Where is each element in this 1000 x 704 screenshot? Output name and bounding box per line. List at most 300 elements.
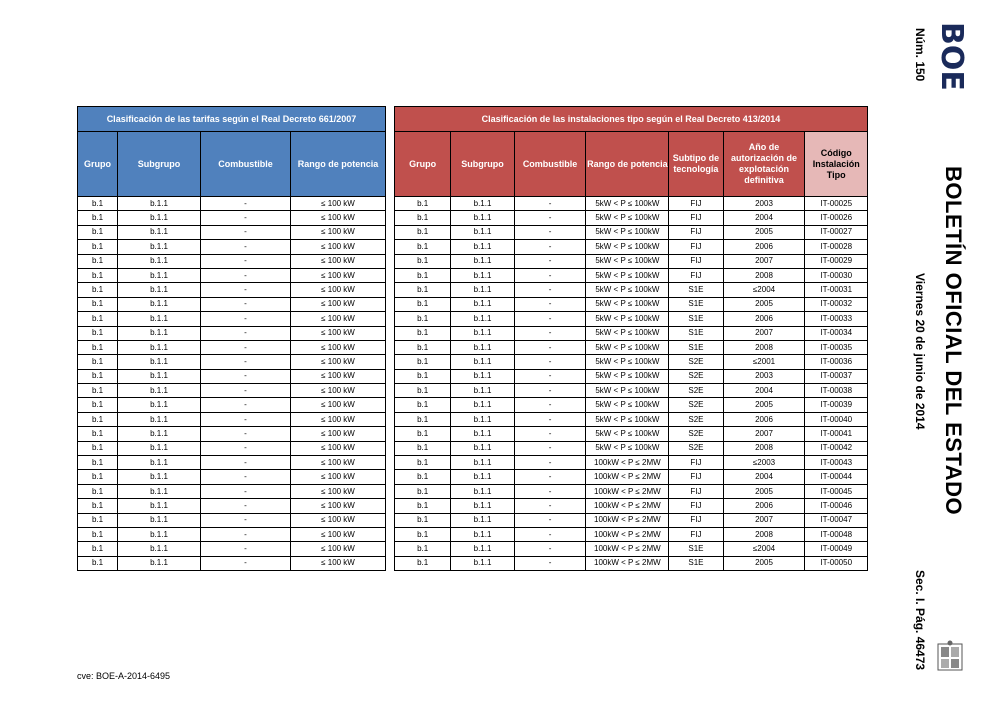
table-cell: -	[201, 441, 291, 455]
table-cell: b.1.1	[451, 283, 514, 297]
installation-type-table	[394, 106, 868, 571]
table-row	[395, 513, 868, 527]
table-cell: 5kW < P ≤ 100kW	[586, 427, 669, 441]
table-row	[78, 254, 386, 268]
table-cell: b.1	[395, 499, 451, 513]
table-cell: FIJ	[669, 240, 723, 254]
tariff-table-header-row	[78, 132, 386, 197]
table-cell: FIJ	[669, 499, 723, 513]
table-cell: b.1.1	[451, 556, 514, 570]
table-cell: b.1	[395, 412, 451, 426]
table-row	[395, 499, 868, 513]
table-cell: b.1.1	[451, 542, 514, 556]
table-cell: ≤ 100 kW	[291, 340, 386, 354]
table-cell: S1E	[669, 297, 723, 311]
table-cell: b.1.1	[451, 384, 514, 398]
table-cell: 2007	[723, 513, 805, 527]
table-cell: -	[514, 542, 586, 556]
table-cell: -	[201, 268, 291, 282]
table-cell: 5kW < P ≤ 100kW	[586, 398, 669, 412]
table-row	[78, 527, 386, 541]
table-cell: ≤ 100 kW	[291, 412, 386, 426]
table-cell: ≤ 100 kW	[291, 456, 386, 470]
table-cell: -	[201, 513, 291, 527]
table-cell: b.1.1	[451, 225, 514, 239]
table-cell: 2006	[723, 499, 805, 513]
table-cell: -	[514, 456, 586, 470]
table-row	[395, 225, 868, 239]
table-row	[78, 427, 386, 441]
table-cell: ≤2004	[723, 542, 805, 556]
table-cell: IT-00040	[805, 412, 868, 426]
table-cell: b.1.1	[451, 412, 514, 426]
table-cell: b.1	[78, 297, 118, 311]
table-row	[395, 412, 868, 426]
table-cell: 2004	[723, 384, 805, 398]
table-cell: ≤2001	[723, 355, 805, 369]
table-cell: ≤ 100 kW	[291, 484, 386, 498]
table-cell: IT-00035	[805, 340, 868, 354]
table-cell: 5kW < P ≤ 100kW	[586, 268, 669, 282]
table-cell: b.1	[78, 211, 118, 225]
table-cell: -	[514, 427, 586, 441]
table-row	[395, 484, 868, 498]
table-cell: IT-00032	[805, 297, 868, 311]
table-cell: b.1.1	[451, 197, 514, 211]
table-cell: b.1	[78, 427, 118, 441]
table-cell: -	[201, 384, 291, 398]
table-row	[395, 456, 868, 470]
column-header: Subtipo de tecnología	[669, 132, 723, 197]
table-cell: b.1.1	[118, 427, 201, 441]
table-row	[78, 297, 386, 311]
table-cell: b.1	[78, 240, 118, 254]
table-cell: b.1.1	[118, 225, 201, 239]
table-cell: IT-00038	[805, 384, 868, 398]
table-cell: ≤ 100 kW	[291, 254, 386, 268]
table-cell: ≤2003	[723, 456, 805, 470]
table-cell: b.1.1	[118, 441, 201, 455]
table-cell: b.1.1	[118, 542, 201, 556]
table-cell: b.1.1	[118, 297, 201, 311]
table-cell: -	[514, 556, 586, 570]
table-cell: b.1.1	[118, 484, 201, 498]
table-cell: 2006	[723, 312, 805, 326]
table-cell: -	[201, 240, 291, 254]
table-cell: IT-00042	[805, 441, 868, 455]
table-cell: IT-00044	[805, 470, 868, 484]
table-cell: IT-00025	[805, 197, 868, 211]
table-cell: -	[514, 312, 586, 326]
table-cell: b.1.1	[451, 326, 514, 340]
table-cell: 2004	[723, 211, 805, 225]
table-cell: 100kW < P ≤ 2MW	[586, 456, 669, 470]
table-row	[78, 197, 386, 211]
table-cell: -	[201, 254, 291, 268]
table-cell: -	[514, 527, 586, 541]
table-cell: b.1.1	[118, 499, 201, 513]
table-cell: S2E	[669, 369, 723, 383]
table-cell: b.1	[395, 527, 451, 541]
table-cell: 2007	[723, 326, 805, 340]
table-cell: b.1.1	[118, 340, 201, 354]
table-row	[78, 542, 386, 556]
column-header: Combustible	[514, 132, 586, 197]
table-cell: b.1	[78, 441, 118, 455]
boe-logo-text: BOE	[934, 22, 969, 91]
table-row	[395, 268, 868, 282]
table-cell: b.1.1	[451, 456, 514, 470]
table-cell: b.1.1	[451, 297, 514, 311]
table-cell: 5kW < P ≤ 100kW	[586, 326, 669, 340]
table-cell: S1E	[669, 283, 723, 297]
table-cell: b.1	[78, 513, 118, 527]
table-cell: b.1	[78, 225, 118, 239]
table-cell: -	[201, 527, 291, 541]
table-cell: b.1	[395, 456, 451, 470]
table-cell: 2003	[723, 369, 805, 383]
table-cell: 2007	[723, 254, 805, 268]
table-cell: b.1.1	[118, 268, 201, 282]
table-cell: -	[514, 412, 586, 426]
table-cell: b.1.1	[451, 499, 514, 513]
table-cell: -	[514, 499, 586, 513]
table-cell: b.1	[395, 369, 451, 383]
table-cell: ≤ 100 kW	[291, 225, 386, 239]
table-cell: b.1	[78, 268, 118, 282]
column-header: Grupo	[395, 132, 451, 197]
table-cell: b.1.1	[118, 197, 201, 211]
table-cell: -	[514, 283, 586, 297]
table-cell: FIJ	[669, 268, 723, 282]
table-cell: b.1	[78, 556, 118, 570]
table-row	[78, 470, 386, 484]
table-row	[78, 499, 386, 513]
table-cell: IT-00027	[805, 225, 868, 239]
table-cell: b.1.1	[451, 470, 514, 484]
table-cell: 100kW < P ≤ 2MW	[586, 542, 669, 556]
table-cell: b.1	[395, 326, 451, 340]
table-row	[78, 240, 386, 254]
installation-table-body	[395, 197, 868, 571]
table-cell: ≤ 100 kW	[291, 427, 386, 441]
table-cell: 5kW < P ≤ 100kW	[586, 211, 669, 225]
table-row	[395, 211, 868, 225]
table-row	[395, 340, 868, 354]
table-cell: b.1.1	[118, 470, 201, 484]
table-cell: 2004	[723, 470, 805, 484]
table-cell: b.1.1	[118, 384, 201, 398]
table-cell: FIJ	[669, 470, 723, 484]
table-cell: FIJ	[669, 211, 723, 225]
table-row	[78, 556, 386, 570]
tariff-table-title: Clasificación de las tarifas según el Real Decreto 661/2007	[78, 107, 386, 132]
table-row	[395, 240, 868, 254]
table-cell: S1E	[669, 312, 723, 326]
table-cell: -	[514, 225, 586, 239]
table-cell: IT-00037	[805, 369, 868, 383]
table-cell: 5kW < P ≤ 100kW	[586, 297, 669, 311]
column-header: Rango de potencia	[586, 132, 669, 197]
table-row	[395, 297, 868, 311]
table-cell: b.1	[78, 384, 118, 398]
table-row	[78, 441, 386, 455]
table-cell: b.1.1	[118, 369, 201, 383]
column-header: Grupo	[78, 132, 118, 197]
table-cell: -	[514, 326, 586, 340]
table-cell: -	[201, 340, 291, 354]
table-cell: b.1	[78, 254, 118, 268]
table-cell: b.1	[395, 211, 451, 225]
table-cell: -	[514, 470, 586, 484]
table-cell: IT-00048	[805, 527, 868, 541]
table-cell: ≤ 100 kW	[291, 240, 386, 254]
table-cell: b.1	[395, 556, 451, 570]
table-cell: b.1	[395, 283, 451, 297]
table-cell: b.1	[395, 197, 451, 211]
coat-of-arms-icon	[936, 640, 964, 674]
table-row	[395, 312, 868, 326]
table-cell: S1E	[669, 556, 723, 570]
table-cell: b.1	[78, 470, 118, 484]
table-cell: S1E	[669, 326, 723, 340]
table-cell: 100kW < P ≤ 2MW	[586, 556, 669, 570]
table-cell: 2008	[723, 268, 805, 282]
table-cell: FIJ	[669, 456, 723, 470]
table-cell: IT-00047	[805, 513, 868, 527]
table-cell: -	[201, 470, 291, 484]
table-row	[78, 355, 386, 369]
table-row	[395, 369, 868, 383]
table-cell: IT-00028	[805, 240, 868, 254]
table-cell: 2005	[723, 484, 805, 498]
table-row	[78, 211, 386, 225]
table-cell: S2E	[669, 441, 723, 455]
table-row	[78, 484, 386, 498]
table-cell: b.1.1	[118, 240, 201, 254]
table-cell: 2005	[723, 297, 805, 311]
table-cell: ≤ 100 kW	[291, 283, 386, 297]
installation-table-header-row	[395, 132, 868, 197]
table-cell: -	[201, 427, 291, 441]
table-cell: ≤ 100 kW	[291, 499, 386, 513]
column-header: Subgrupo	[451, 132, 514, 197]
table-cell: -	[201, 326, 291, 340]
table-cell: FIJ	[669, 197, 723, 211]
boe-logo	[934, 20, 972, 98]
table-cell: ≤ 100 kW	[291, 326, 386, 340]
table-row	[395, 527, 868, 541]
table-cell: b.1	[78, 499, 118, 513]
table-row	[395, 355, 868, 369]
table-cell: 5kW < P ≤ 100kW	[586, 254, 669, 268]
table-cell: b.1	[395, 240, 451, 254]
table-cell: 100kW < P ≤ 2MW	[586, 499, 669, 513]
table-cell: b.1	[395, 225, 451, 239]
table-cell: FIJ	[669, 225, 723, 239]
table-cell: 2008	[723, 340, 805, 354]
table-cell: b.1	[395, 542, 451, 556]
table-cell: b.1	[78, 355, 118, 369]
table-cell: b.1	[78, 456, 118, 470]
column-header: Año de autorización de explotación definitiva	[723, 132, 805, 197]
table-cell: -	[514, 340, 586, 354]
table-cell: FIJ	[669, 484, 723, 498]
cve-code: cve: BOE-A-2014-6495	[77, 671, 171, 681]
table-cell: -	[201, 312, 291, 326]
table-row	[395, 470, 868, 484]
table-cell: -	[201, 484, 291, 498]
table-cell: IT-00045	[805, 484, 868, 498]
column-header: Código Instalación Tipo	[805, 132, 868, 197]
table-cell: b.1	[395, 384, 451, 398]
table-cell: b.1.1	[451, 312, 514, 326]
table-cell: -	[201, 412, 291, 426]
table-cell: -	[201, 355, 291, 369]
table-cell: 5kW < P ≤ 100kW	[586, 412, 669, 426]
table-cell: -	[201, 369, 291, 383]
table-cell: IT-00026	[805, 211, 868, 225]
table-cell: b.1.1	[118, 211, 201, 225]
table-cell: ≤ 100 kW	[291, 312, 386, 326]
table-cell: 100kW < P ≤ 2MW	[586, 470, 669, 484]
table-cell: -	[514, 197, 586, 211]
table-cell: IT-00034	[805, 326, 868, 340]
table-cell: -	[201, 197, 291, 211]
table-cell: -	[201, 499, 291, 513]
table-cell: -	[201, 398, 291, 412]
table-cell: -	[201, 542, 291, 556]
table-cell: FIJ	[669, 527, 723, 541]
table-cell: b.1.1	[451, 211, 514, 225]
table-cell: ≤ 100 kW	[291, 513, 386, 527]
table-row	[395, 254, 868, 268]
table-cell: ≤ 100 kW	[291, 542, 386, 556]
table-cell: -	[514, 240, 586, 254]
table-row	[78, 283, 386, 297]
table-row	[395, 427, 868, 441]
table-cell: b.1.1	[451, 484, 514, 498]
table-cell: ≤ 100 kW	[291, 556, 386, 570]
table-cell: 5kW < P ≤ 100kW	[586, 340, 669, 354]
table-cell: 2006	[723, 412, 805, 426]
publication-date: Viernes 20 de junio de 2014	[913, 273, 927, 430]
installation-table-title: Clasificación de las instalaciones tipo según el Real Decreto 413/2014	[395, 107, 868, 132]
table-cell: b.1	[78, 326, 118, 340]
table-row	[78, 326, 386, 340]
table-row	[78, 312, 386, 326]
table-cell: 2008	[723, 441, 805, 455]
table-cell: -	[514, 297, 586, 311]
table-cell: 5kW < P ≤ 100kW	[586, 225, 669, 239]
table-row	[78, 268, 386, 282]
table-cell: b.1	[395, 427, 451, 441]
table-cell: FIJ	[669, 513, 723, 527]
table-cell: b.1	[78, 369, 118, 383]
table-cell: IT-00029	[805, 254, 868, 268]
table-cell: IT-00033	[805, 312, 868, 326]
table-cell: 5kW < P ≤ 100kW	[586, 312, 669, 326]
table-cell: b.1	[78, 542, 118, 556]
table-cell: S1E	[669, 542, 723, 556]
table-cell: b.1	[395, 254, 451, 268]
table-row	[395, 384, 868, 398]
table-cell: S2E	[669, 398, 723, 412]
column-header: Combustible	[201, 132, 291, 197]
tariff-table-body	[78, 197, 386, 571]
table-cell: b.1.1	[451, 427, 514, 441]
table-cell: 100kW < P ≤ 2MW	[586, 513, 669, 527]
table-cell: b.1.1	[118, 283, 201, 297]
table-cell: S2E	[669, 427, 723, 441]
table-cell: 5kW < P ≤ 100kW	[586, 369, 669, 383]
table-cell: ≤ 100 kW	[291, 527, 386, 541]
table-cell: -	[514, 384, 586, 398]
table-cell: -	[201, 211, 291, 225]
table-cell: b.1.1	[118, 513, 201, 527]
table-cell: b.1.1	[451, 340, 514, 354]
table-cell: -	[201, 556, 291, 570]
table-cell: 2008	[723, 527, 805, 541]
table-cell: -	[514, 268, 586, 282]
table-cell: ≤ 100 kW	[291, 197, 386, 211]
table-cell: 5kW < P ≤ 100kW	[586, 283, 669, 297]
column-header: Rango de potencia	[291, 132, 386, 197]
publication-title: BOLETÍN OFICIAL DEL ESTADO	[941, 166, 966, 516]
table-cell: b.1.1	[451, 527, 514, 541]
table-cell: IT-00049	[805, 542, 868, 556]
table-cell: ≤ 100 kW	[291, 297, 386, 311]
table-cell: S2E	[669, 355, 723, 369]
table-cell: -	[514, 513, 586, 527]
table-cell: ≤2004	[723, 283, 805, 297]
table-cell: -	[514, 211, 586, 225]
table-row	[395, 542, 868, 556]
table-cell: 100kW < P ≤ 2MW	[586, 484, 669, 498]
table-row	[395, 197, 868, 211]
table-row	[395, 556, 868, 570]
table-cell: b.1	[395, 470, 451, 484]
table-row	[395, 283, 868, 297]
table-cell: 2005	[723, 398, 805, 412]
table-cell: 100kW < P ≤ 2MW	[586, 527, 669, 541]
table-cell: b.1	[395, 297, 451, 311]
table-cell: b.1.1	[118, 412, 201, 426]
table-cell: IT-00031	[805, 283, 868, 297]
table-cell: -	[514, 355, 586, 369]
table-cell: -	[201, 456, 291, 470]
table-cell: b.1.1	[451, 441, 514, 455]
column-header: Subgrupo	[118, 132, 201, 197]
table-cell: b.1.1	[118, 398, 201, 412]
table-cell: b.1.1	[118, 355, 201, 369]
table-cell: b.1.1	[118, 527, 201, 541]
table-cell: b.1	[78, 484, 118, 498]
table-cell: b.1	[78, 283, 118, 297]
table-cell: b.1.1	[451, 254, 514, 268]
table-cell: b.1	[78, 398, 118, 412]
table-cell: -	[201, 297, 291, 311]
table-cell: ≤ 100 kW	[291, 384, 386, 398]
table-cell: b.1	[78, 412, 118, 426]
table-cell: b.1	[395, 513, 451, 527]
table-cell: b.1	[395, 312, 451, 326]
table-cell: ≤ 100 kW	[291, 398, 386, 412]
table-cell: S1E	[669, 340, 723, 354]
table-cell: 2003	[723, 197, 805, 211]
table-cell: -	[201, 225, 291, 239]
table-cell: -	[514, 254, 586, 268]
